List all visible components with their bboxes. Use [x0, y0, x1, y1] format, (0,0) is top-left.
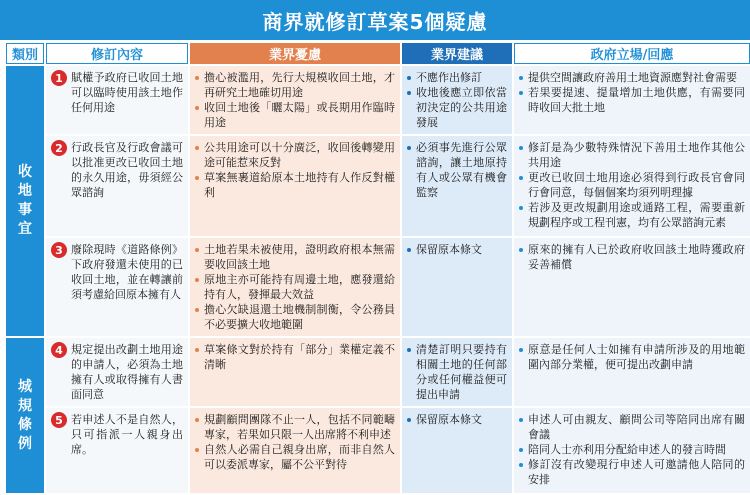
number-badge: 5	[51, 412, 67, 428]
number-badge: 4	[51, 342, 67, 358]
bullet-item: 保留原本條文	[407, 412, 507, 427]
row-content	[46, 136, 188, 236]
header-suggestion: 業界建議	[402, 43, 512, 64]
row-government	[514, 66, 750, 134]
table-row	[6, 408, 750, 493]
bullet-list	[519, 342, 745, 372]
row-concerns	[190, 66, 400, 134]
bullet-list	[407, 342, 507, 402]
bullet-item: 修訂是為少數特殊情況下善用土地作其他公共用途	[519, 140, 745, 170]
bullet-item: 規劃顧問團隊不止一人，包括不同範疇專家，若果如只限一人出席將不利申述	[195, 412, 395, 442]
bullet-list	[195, 140, 395, 200]
content-text: 賦權予政府已收回土地可以臨時使用該土地作任何用途	[71, 71, 183, 114]
bullet-item: 擔心被濫用，先行大規模收回土地，才再研究土地確切用途	[195, 70, 395, 100]
number-badge: 3	[51, 242, 67, 258]
bullet-item: 原地主亦可能持有周邊土地，應發還給持有人，發揮最大效益	[195, 272, 395, 302]
bullet-list	[519, 70, 745, 115]
row-content	[46, 338, 188, 406]
bullet-item: 保留原本條文	[407, 242, 507, 257]
bullet-list	[407, 242, 507, 257]
header-government: 政府立場/回應	[514, 43, 750, 64]
content-text: 廢除現時《道路條例》下政府發還未使用的已收回土地，並在轉讓前須考慮給回原本擁有人	[71, 243, 183, 301]
row-content	[46, 238, 188, 336]
category-plan: 城規條例	[6, 338, 44, 493]
content-text: 規定提出改劃土地用途的申請人，必須為土地擁有人或取得擁有人書面同意	[71, 343, 183, 401]
bullet-item: 公共用途可以十分廣泛，收回後轉變用途可能惹來反對	[195, 140, 395, 170]
table-row	[6, 238, 750, 336]
row-concerns	[190, 338, 400, 406]
bullet-list	[407, 70, 507, 130]
row-concerns	[190, 408, 400, 493]
bullet-item: 收地後應立即依當初決定的公共用途發展	[407, 85, 507, 130]
bullet-item: 擔心欠缺退還土地機制制衡，令公務員不必要擴大收地範圍	[195, 302, 395, 332]
bullet-list	[519, 242, 745, 272]
page-title: 商界就修訂草案5個疑慮	[0, 0, 750, 40]
header-row	[6, 43, 750, 64]
bullet-item: 申述人可由親友、顧問公司等陪同出席有關會議	[519, 412, 745, 442]
bullet-item: 清楚訂明只要持有相關土地的任何部分或任何權益便可提出申請	[407, 342, 507, 402]
table-row	[6, 136, 750, 236]
table-row	[6, 338, 750, 406]
row-government	[514, 136, 750, 236]
category-land: 收地事宜	[6, 66, 44, 336]
row-suggestions	[402, 338, 512, 406]
bullet-item: 原意是任何人士如擁有申請所涉及的用地範圍內部分業權，便可提出改劃申請	[519, 342, 745, 372]
row-suggestions	[402, 408, 512, 493]
header-category: 類別	[6, 43, 44, 64]
number-badge: 1	[51, 70, 67, 86]
bullet-item: 不應作出修訂	[407, 70, 507, 85]
row-suggestions	[402, 136, 512, 236]
row-government	[514, 338, 750, 406]
bullet-item: 若涉及更改規劃用途或通路工程，需要重新規劃程序或工程刊憲，均有公眾諮詢元素	[519, 200, 745, 230]
concerns-table	[4, 41, 750, 495]
number-badge: 2	[51, 140, 67, 156]
row-government	[514, 238, 750, 336]
bullet-list	[195, 342, 395, 372]
bullet-item: 收回土地後「曬太陽」或長期用作臨時用途	[195, 100, 395, 130]
bullet-item: 自然人必需自己親身出席，而非自然人可以委派專家，屬不公平對待	[195, 442, 395, 472]
bullet-item: 更改已收回土地用途必須得到行政長官會同行會同意，每個個案均須列明理據	[519, 170, 745, 200]
bullet-list	[195, 242, 395, 332]
row-suggestions	[402, 66, 512, 134]
bullet-item: 陪同人士亦利用分配給申述人的發言時間	[519, 442, 745, 457]
bullet-item: 草案無裹道給原本土地持有人作反對權利	[195, 170, 395, 200]
bullet-list	[407, 412, 507, 427]
bullet-item: 土地若果未被使用，證明政府根本無需要收回該土地	[195, 242, 395, 272]
bullet-item: 必須事先進行公眾諮詢，讓土地原持有人或公眾有機會監察	[407, 140, 507, 200]
row-content	[46, 66, 188, 134]
bullet-item: 原來的擁有人已於政府收回該土地時獲政府妥善補償	[519, 242, 745, 272]
bullet-list	[195, 412, 395, 472]
bullet-item: 提供空間讓政府善用土地資源應對社會需要	[519, 70, 745, 85]
bullet-list	[407, 140, 507, 200]
bullet-list	[195, 70, 395, 130]
content-text: 若申述人不是自然人，只可指派一人親身出席。	[71, 413, 183, 456]
header-content: 修訂內容	[46, 43, 188, 64]
header-concern: 業界憂慮	[190, 43, 400, 64]
row-content	[46, 408, 188, 493]
row-suggestions	[402, 238, 512, 336]
bullet-item: 草案條文對於持有「部分」業權定義不清晰	[195, 342, 395, 372]
content-text: 行政長官及行政會議可以批准更改已收回土地的永久用途，毋須經公眾諮詢	[71, 141, 183, 199]
bullet-item: 修訂沒有改變現行申述人可邀請他人陪同的安排	[519, 457, 745, 487]
row-concerns	[190, 136, 400, 236]
table-row	[6, 66, 750, 134]
bullet-item: 若果要提速、提量增加土地供應，有需要同時收回大批土地	[519, 85, 745, 115]
row-concerns	[190, 238, 400, 336]
row-government	[514, 408, 750, 493]
bullet-list	[519, 140, 745, 230]
